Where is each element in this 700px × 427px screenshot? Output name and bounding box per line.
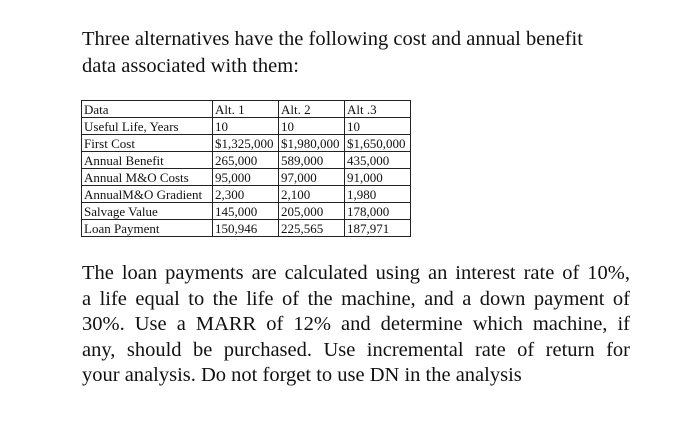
- table-cell: 145,000: [213, 203, 279, 220]
- intro-paragraph: [82, 26, 622, 80]
- table-row: [82, 135, 411, 152]
- table-row: [82, 169, 411, 186]
- table-cell: Salvage Value: [82, 203, 213, 220]
- statement-line: The loan payments are calculated using an interest rate of 10%,: [82, 262, 630, 284]
- table-header-cell: Alt .3: [345, 101, 411, 118]
- table-cell: First Cost: [82, 135, 213, 152]
- table-row: [82, 152, 411, 169]
- table-cell: 187,971: [345, 220, 411, 237]
- table-cell: 589,000: [279, 152, 345, 169]
- table-cell: 10: [213, 118, 279, 135]
- table-cell: 150,946: [213, 220, 279, 237]
- table-cell: 178,000: [345, 203, 411, 220]
- table-row: [82, 186, 411, 203]
- table-cell: 205,000: [279, 203, 345, 220]
- table-cell: Useful Life, Years: [82, 118, 213, 135]
- table-cell: 10: [345, 118, 411, 135]
- intro-line: data associated with them:: [82, 55, 299, 77]
- table-cell: 2,300: [213, 186, 279, 203]
- table-row: [82, 203, 411, 220]
- table-header-cell: Alt. 1: [213, 101, 279, 118]
- table-cell: 265,000: [213, 152, 279, 169]
- table-cell: 1,980: [345, 186, 411, 203]
- table-row: [82, 118, 411, 135]
- table-cell: 435,000: [345, 152, 411, 169]
- table-cell: 225,565: [279, 220, 345, 237]
- table-row: [82, 220, 411, 237]
- table-header-row: [82, 101, 411, 118]
- table-header-cell: Alt. 2: [279, 101, 345, 118]
- table-cell: 2,100: [279, 186, 345, 203]
- table-cell: 95,000: [213, 169, 279, 186]
- table-cell: Annual M&O Costs: [82, 169, 213, 186]
- intro-line: Three alternatives have the following cost and annual benefit: [82, 28, 583, 50]
- statement-line: a life equal to the life of the machine, and a down payment of: [82, 287, 630, 310]
- statement-line: 30%. Use a MARR of 12% and determine which machine, if: [82, 313, 630, 335]
- table-header-cell: Data: [82, 101, 213, 118]
- table-cell: $1,980,000: [279, 135, 345, 152]
- table-cell: Annual Benefit: [82, 152, 213, 169]
- table-cell: AnnualM&O Gradient: [82, 186, 213, 203]
- table-cell: $1,325,000: [213, 135, 279, 152]
- table-cell: 91,000: [345, 169, 411, 186]
- alternatives-table: [81, 100, 411, 237]
- table-cell: 10: [279, 118, 345, 135]
- table-cell: $1,650,000: [345, 135, 411, 152]
- table-cell: 97,000: [279, 169, 345, 186]
- problem-statement: [82, 261, 630, 389]
- table-cell: Loan Payment: [82, 220, 213, 237]
- statement-line: any, should be purchased. Use incremental rate of return for: [82, 338, 630, 361]
- statement-line: your analysis. Do not forget to use DN in the analysis: [82, 364, 522, 386]
